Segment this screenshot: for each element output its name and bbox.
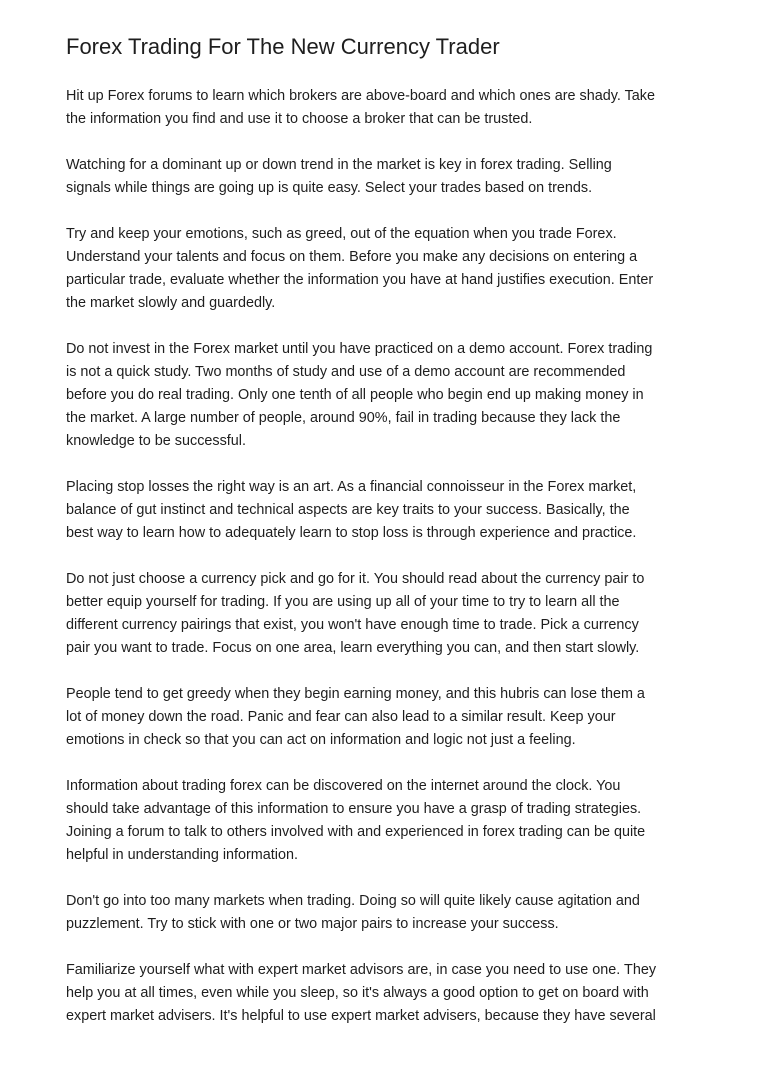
text-line: Hit up Forex forums to learn which brokers are above-board and which ones are shady. Take	[66, 88, 655, 104]
text-line: pair you want to trade. Focus on one area, learn everything you can, and then start slowly.	[66, 640, 640, 656]
text-line: Joining a forum to talk to others involved with and experienced in forex trading can be quite	[66, 824, 646, 840]
text-line: People tend to get greedy when they begin earning money, and this hubris can lose them a	[66, 686, 645, 702]
text-line: particular trade, evaluate whether the information you have at hand justifies execution. Enter	[66, 272, 654, 288]
text-line: lot of money down the road. Panic and fear can also lead to a similar result. Keep your	[66, 709, 616, 725]
text-line: before you do real trading. Only one tenth of all people who begin end up making money in	[66, 387, 644, 403]
text-line: best way to learn how to adequately learn to stop loss is through experience and practice.	[66, 525, 637, 541]
text-line: better equip yourself for trading. If you are using up all of your time to try to learn all the	[66, 594, 620, 610]
text-line: signals while things are going up is quite easy. Select your trades based on trends.	[66, 180, 593, 196]
paragraph	[66, 775, 706, 867]
text-line: helpful in understanding information.	[66, 847, 298, 863]
text-line: knowledge to be successful.	[66, 433, 246, 449]
text-line: help you at all times, even while you sleep, so it's always a good option to get on board with	[66, 985, 649, 1001]
text-line: puzzlement. Try to stick with one or two major pairs to increase your success.	[66, 916, 559, 932]
paragraph	[66, 959, 706, 1028]
text-line: Information about trading forex can be discovered on the internet around the clock. You	[66, 778, 621, 794]
text-line: different currency pairings that exist, you won't have enough time to trade. Pick a currency	[66, 617, 639, 633]
paragraph	[66, 223, 706, 315]
text-line: the market. A large number of people, around 90%, fail in trading because they lack the	[66, 410, 621, 426]
paragraph	[66, 338, 706, 453]
document-title: Forex Trading For The New Currency Trader	[66, 34, 500, 59]
text-line: the market slowly and guardedly.	[66, 295, 276, 311]
text-line: should take advantage of this information to ensure you have a grasp of trading strategies.	[66, 801, 642, 817]
text-line: Do not just choose a currency pick and go for it. You should read about the currency pair to	[66, 571, 645, 587]
text-line: is not a quick study. Two months of study and use of a demo account are recommended	[66, 364, 626, 380]
paragraph	[66, 476, 706, 545]
text-line: Understand your talents and focus on them. Before you make any decisions on entering a	[66, 249, 638, 265]
text-line: Do not invest in the Forex market until you have practiced on a demo account. Forex trading	[66, 341, 653, 357]
text-line: the information you find and use it to choose a broker that can be trusted.	[66, 111, 533, 127]
paragraph	[66, 85, 706, 131]
text-line: Try and keep your emotions, such as greed, out of the equation when you trade Forex.	[66, 226, 617, 242]
document-body	[66, 85, 706, 1051]
paragraph	[66, 683, 706, 752]
paragraph	[66, 568, 706, 660]
paragraph	[66, 890, 706, 936]
text-line: emotions in check so that you can act on information and logic not just a feeling.	[66, 732, 576, 748]
text-line: Placing stop losses the right way is an art. As a financial connoisseur in the Forex market,	[66, 479, 637, 495]
text-line: Don't go into too many markets when trading. Doing so will quite likely cause agitation and	[66, 893, 640, 909]
paragraph	[66, 154, 706, 200]
text-line: Familiarize yourself what with expert market advisors are, in case you need to use one. They	[66, 962, 657, 978]
text-line: expert market advisers. It's helpful to use expert market advisers, because they have several	[66, 1008, 656, 1024]
text-line: balance of gut instinct and technical aspects are key traits to your success. Basically, the	[66, 502, 630, 518]
text-line: Watching for a dominant up or down trend in the market is key in forex trading. Selling	[66, 157, 612, 173]
